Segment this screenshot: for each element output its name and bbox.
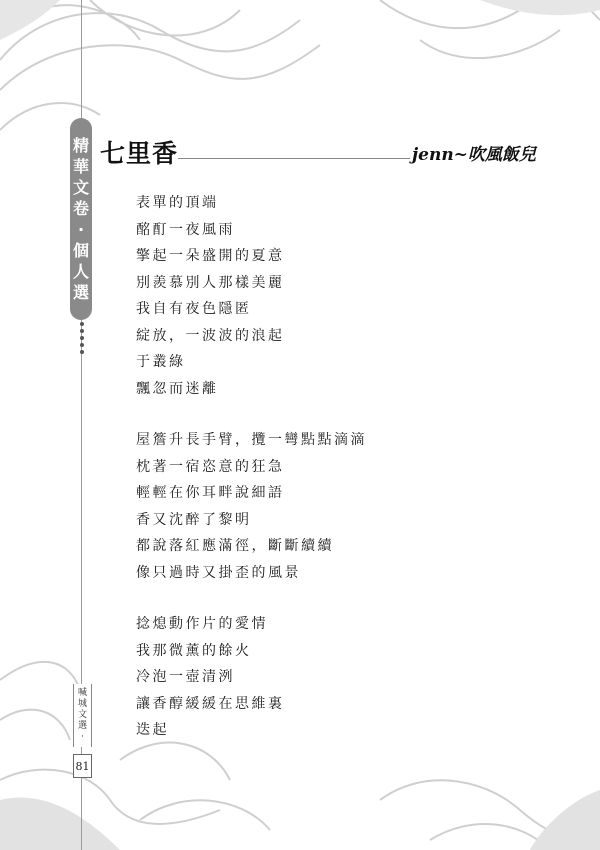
poem-line: 我那微薰的餘火 — [136, 642, 252, 659]
poem-line: 我自有夜色隱匿 — [136, 301, 252, 317]
section-tab-char: 卷 — [72, 199, 89, 218]
stanza — [136, 190, 367, 402]
poem-title: 七里香 — [100, 139, 179, 168]
section-tab-char: 人 — [72, 262, 89, 281]
section-tab-char: 華 — [72, 157, 89, 176]
series-tag-char: · — [81, 732, 84, 742]
poem-line: 捻熄動作片的愛情 — [136, 616, 268, 632]
poem-body — [136, 190, 367, 769]
poem-line: 于叢綠 — [136, 354, 186, 370]
stanza — [136, 611, 367, 744]
poem-line: 枕著一宿恣意的狂急 — [136, 458, 285, 475]
section-tab-char: 文 — [72, 178, 89, 197]
series-tag-char: 文 — [77, 710, 87, 720]
poem-line: 擎起一朵盛開的夏意 — [136, 248, 285, 264]
poem-line: 別羨慕別人那樣美麗 — [136, 274, 285, 291]
section-tab-char: · — [77, 220, 85, 239]
poem-line: 表單的頂端 — [136, 195, 219, 211]
section-tab — [70, 118, 92, 320]
poem-line: 像只過時又掛歪的風景 — [136, 564, 301, 581]
dot-leader — [79, 322, 84, 354]
section-tab-char: 精 — [72, 136, 89, 155]
poem-line: 屋簷升長手臂，攬一彎點點滴滴 — [136, 432, 367, 448]
poem-line: 都說落紅應滿徑，斷斷續續 — [136, 538, 334, 554]
poem-line: 迭起 — [136, 722, 169, 738]
poem-line: 酩酊一夜風雨 — [136, 221, 235, 238]
series-tag-char: 城 — [77, 699, 87, 709]
poem-line: 冷泡一壺清洌 — [136, 669, 235, 685]
series-tag-char: 選 — [77, 721, 87, 731]
poem-line: 讓香醇緩緩在思維裏 — [136, 695, 285, 712]
series-tag-char: 喊 — [77, 688, 87, 698]
stanza — [136, 427, 367, 586]
poem-line: 綻放，一波波的浪起 — [136, 327, 285, 344]
poem-line: 香又沈醉了黎明 — [136, 511, 252, 528]
poem-line: 輕輕在你耳畔說細語 — [136, 485, 285, 501]
section-tab-char: 選 — [72, 283, 89, 302]
section-tab-char: 個 — [72, 241, 89, 260]
page-number: 81 — [73, 754, 92, 778]
poem-author: jenn~吹風飯兒 — [412, 145, 536, 165]
book-series-tag — [73, 684, 92, 747]
title-underline — [178, 158, 410, 159]
poem-line: 飄忽而迷離 — [136, 380, 219, 397]
